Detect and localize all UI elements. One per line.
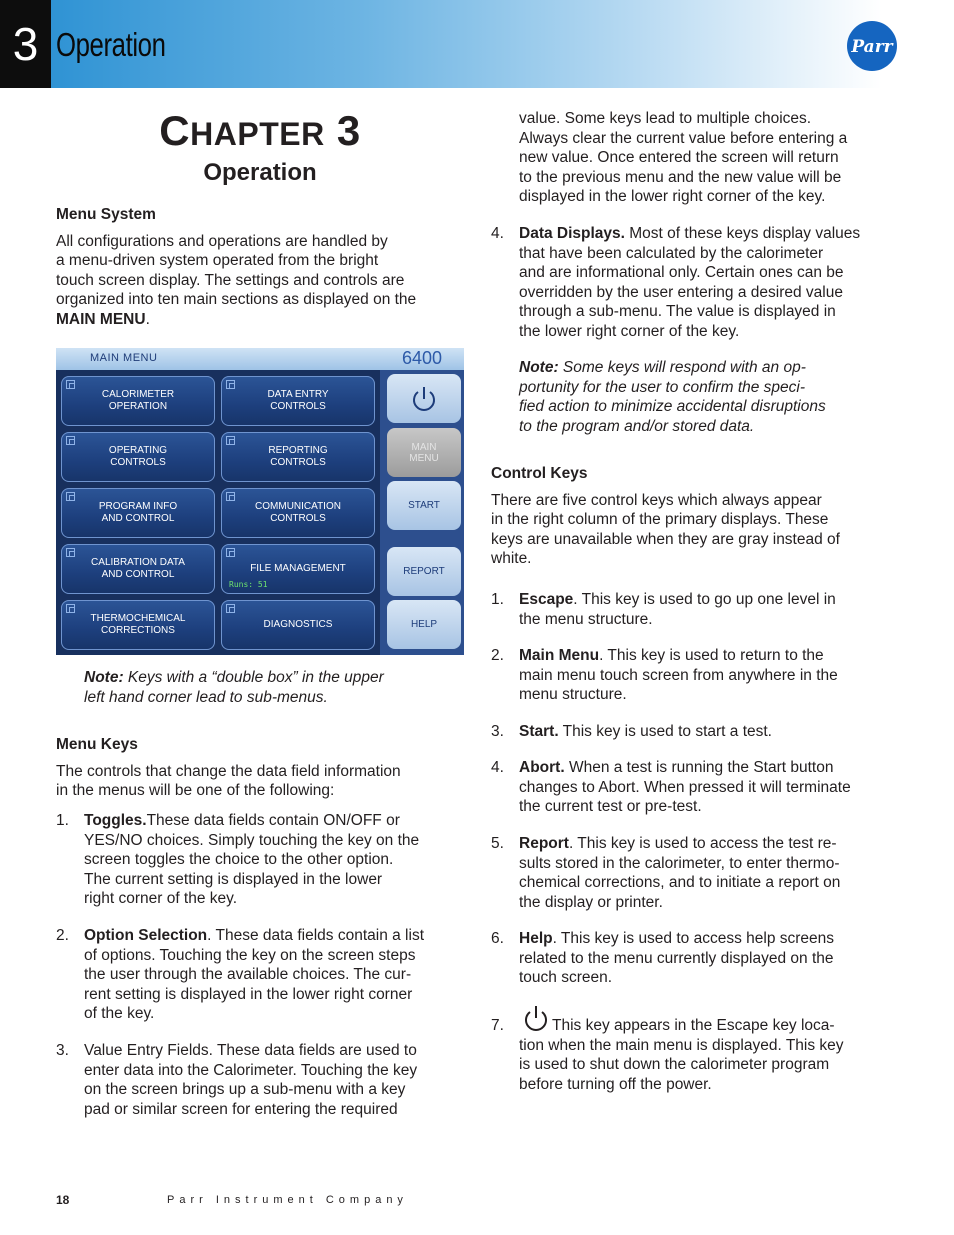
item-term: Escape [519, 591, 574, 608]
item-line: menu structure. [519, 686, 627, 704]
button-label: REPORTING CONTROLS [268, 445, 328, 468]
item-number: 6. [491, 930, 504, 947]
control-key-abort [491, 758, 911, 817]
item-line: Report. This key is used to access the test re- [519, 835, 837, 852]
menu-system-line: touch screen display. The settings and controls are [56, 271, 405, 289]
item-line: the lower right corner of the key. [519, 322, 740, 340]
double-box-icon [66, 548, 75, 557]
chapter-heading [0, 108, 520, 187]
menu-key-item-1 [56, 811, 466, 909]
item-line: YES/NO choices. Simply touching the key on the [84, 831, 420, 849]
power-icon [523, 1004, 549, 1032]
button-label: FILE MANAGEMENT [250, 563, 346, 574]
item-line: Start. This key is used to start a test. [519, 723, 772, 740]
thermochemical-corrections-button[interactable] [61, 600, 215, 650]
control-key-escape [491, 590, 911, 629]
chapter-title-number: 3 [336, 107, 361, 154]
menu-system-line: a menu-driven system operated from the bright [56, 252, 379, 270]
control-key-power [491, 1016, 911, 1094]
menu-key-item-4 [491, 224, 911, 342]
item-line: before turning off the power. [519, 1075, 712, 1093]
item-number: 4. [491, 759, 504, 776]
button-label: COMMUNICATION CONTROLS [255, 501, 341, 524]
screen-title-bar [56, 348, 464, 370]
item-line: and are informational only. Certain ones can be [519, 264, 844, 282]
item-term: Help [519, 930, 553, 947]
item-term: Data Displays. [519, 225, 625, 242]
diagnostics-button[interactable] [221, 600, 375, 650]
note-line [84, 668, 464, 688]
button-label: DIAGNOSTICS [263, 619, 333, 630]
confirm-note [519, 358, 909, 436]
note-line: to the program and/or stored data. [519, 417, 755, 435]
item-line: rent setting is displayed in the lower right corner [84, 985, 413, 1003]
control-key-start [491, 722, 911, 742]
menu-keys-intro: in the menus will be one of the following: [56, 782, 335, 800]
item-line: to the previous menu and the new value will be [519, 168, 842, 186]
item-line: Abort. When a test is running the Start button [519, 759, 834, 776]
button-label: THERMOCHEMICAL CORRECTIONS [90, 613, 186, 636]
item-term: Start. [519, 723, 559, 740]
control-keys-intro: white. [491, 550, 532, 568]
chapter-subtitle: Operation [203, 159, 317, 186]
item-line: The current setting is displayed in the lower [84, 870, 383, 888]
item-line: value. Some keys lead to multiple choices. [519, 110, 812, 127]
item-number: 2. [56, 927, 69, 944]
control-key-main-menu [491, 646, 911, 705]
menu-system-line: All configurations and operations are handled by [56, 232, 388, 250]
double-box-icon [66, 604, 75, 613]
item-line: new value. Once entered the screen will return [519, 149, 839, 167]
double-box-icon [226, 436, 235, 445]
menu-system-line: organized into ten main sections as displayed on the [56, 291, 417, 309]
calibration-data-button[interactable] [61, 544, 215, 594]
item-line: enter data into the Calorimeter. Touching the key [84, 1061, 418, 1079]
item-number: 4. [491, 225, 504, 242]
item-line: Toggles.These data fields contain ON/OFF or [84, 812, 400, 829]
operating-controls-button[interactable] [61, 432, 215, 482]
parr-logo-icon [846, 20, 898, 72]
double-box-icon [66, 436, 75, 445]
item-line: main menu touch screen from anywhere in the [519, 666, 838, 684]
item-line: of options. Touching the key on the screen steps [84, 946, 416, 964]
item-line: that have been calculated by the calorimeter [519, 244, 824, 262]
period: . [145, 310, 150, 328]
item-line: related to the menu currently displayed on the [519, 949, 834, 967]
item-line: right corner of the key. [84, 890, 238, 908]
menu-key-item-3 [56, 1041, 466, 1119]
item-line: Help. This key is used to access help screens [519, 930, 835, 947]
double-box-icon [226, 548, 235, 557]
chapter-number-box: 3 [0, 0, 51, 88]
item-line: Data Displays. Most of these keys display values [519, 225, 861, 242]
note-line: left hand corner lead to sub-menus. [84, 688, 328, 706]
item-line: on the screen brings up a sub-menu with a key [84, 1081, 406, 1099]
report-key[interactable]: REPORT [387, 547, 461, 596]
calorimeter-operation-button[interactable] [61, 376, 215, 426]
menu-key-item-2 [56, 926, 466, 1024]
item-number: 7. [491, 1017, 504, 1034]
chapter-title-rest: HAPTER [190, 116, 325, 152]
main-menu-key-label: MAIN MENU [409, 441, 439, 464]
note-line: portunity for the user to confirm the speci- [519, 378, 806, 396]
note-label: Note: [519, 359, 559, 376]
communication-controls-button[interactable] [221, 488, 375, 538]
parr-logo-text: Parr [851, 37, 893, 57]
control-keys-intro: keys are unavailable when they are gray instead of [491, 530, 840, 548]
item-term: Main Menu [519, 647, 600, 664]
data-entry-controls-button[interactable] [221, 376, 375, 426]
item-number: 3. [491, 723, 504, 740]
runs-counter: Runs: 51 [229, 580, 268, 589]
double-box-note [84, 668, 464, 707]
double-box-icon [66, 492, 75, 501]
item-line: This key appears in the Escape key loca- [552, 1017, 835, 1034]
item-line: chemical corrections, and to initiate a report on [519, 874, 841, 892]
item-number: 3. [56, 1042, 69, 1059]
menu-system-section [56, 205, 466, 330]
control-key-help [491, 929, 911, 988]
double-box-icon [226, 380, 235, 389]
chapter-title-initial: C [159, 107, 191, 154]
item-number: 2. [491, 647, 504, 664]
chapter-header [0, 0, 954, 88]
header-section-title: Operation [56, 26, 166, 63]
chapter-title [0, 108, 520, 157]
item-line: overridden by the user entering a desired value [519, 283, 843, 301]
start-key[interactable]: START [387, 481, 461, 530]
note-label: Note: [84, 669, 124, 686]
item-line: the current test or pre-test. [519, 798, 702, 816]
main-menu-key[interactable] [387, 428, 461, 477]
program-info-button[interactable] [61, 488, 215, 538]
control-keys-intro: There are five control keys which always appear [491, 491, 822, 509]
item-term: Toggles. [84, 812, 147, 829]
item-3-continuation [519, 109, 909, 207]
item-number: 5. [491, 835, 504, 852]
item-line: Always clear the current value before entering a [519, 129, 848, 147]
file-management-button[interactable] [221, 544, 375, 594]
item-term: Report [519, 835, 569, 852]
item-line: Option Selection. These data fields contain a list [84, 927, 424, 944]
double-box-icon [66, 380, 75, 389]
item-number: 1. [491, 591, 504, 608]
item-term: Option Selection [84, 927, 208, 944]
menu-keys-intro: The controls that change the data field information [56, 762, 401, 780]
note-text: Keys with a “double box” in the upper [123, 669, 384, 686]
item-line: tion when the main menu is displayed. This key [519, 1036, 844, 1054]
item-line: changes to Abort. When pressed it will terminate [519, 778, 851, 796]
reporting-controls-button[interactable] [221, 432, 375, 482]
item-line: is used to shut down the calorimeter program [519, 1056, 830, 1074]
item-line: pad or similar screen for entering the required [84, 1100, 398, 1118]
item-line: screen toggles the choice to the other option. [84, 851, 394, 869]
main-menu-screenshot [56, 348, 464, 655]
button-label: PROGRAM INFO AND CONTROL [98, 501, 178, 524]
item-line: touch screen. [519, 969, 613, 987]
footer-company: Parr Instrument Company [167, 1194, 408, 1206]
menu-system-heading: Menu System [56, 206, 156, 223]
note-line: Note: Some keys will respond with an op- [519, 359, 806, 376]
page-number: 18 [56, 1193, 70, 1207]
item-line: the user through the available choices. The cur- [84, 966, 412, 984]
main-menu-term: MAIN MENU [56, 310, 146, 328]
double-box-icon [226, 492, 235, 501]
screen-title: MAIN MENU [90, 352, 158, 364]
button-label: DATA ENTRY CONTROLS [267, 389, 329, 412]
menu-keys-section [56, 735, 466, 801]
item-line: displayed in the lower right corner of the key. [519, 188, 826, 206]
item-line: Value Entry Fields. These data fields are used to [84, 1042, 417, 1059]
button-label: CALORIMETER OPERATION [101, 389, 175, 412]
control-key-report [491, 834, 911, 912]
control-keys-heading: Control Keys [491, 465, 588, 482]
double-box-icon [226, 604, 235, 613]
item-line: the menu structure. [519, 610, 653, 628]
item-line: Main Menu. This key is used to return to the [519, 647, 824, 664]
header-gradient-band [51, 0, 954, 88]
control-keys-section [491, 464, 911, 569]
item-line: the display or printer. [519, 893, 663, 911]
help-key[interactable]: HELP [387, 600, 461, 649]
menu-system-line [56, 310, 466, 330]
control-keys-intro: in the right column of the primary displays. These [491, 511, 829, 529]
item-line: of the key. [84, 1005, 155, 1023]
screen-model-number: 6400 [401, 348, 442, 368]
button-label: OPERATING CONTROLS [108, 445, 168, 468]
power-icon [409, 383, 439, 415]
item-line: through a sub-menu. The value is displayed in [519, 303, 836, 321]
item-line: Escape. This key is used to go up one level in [519, 591, 836, 608]
menu-keys-heading: Menu Keys [56, 736, 138, 753]
item-term: Abort. [519, 759, 565, 776]
power-button[interactable] [387, 374, 461, 423]
item-number: 1. [56, 812, 69, 829]
button-label: CALIBRATION DATA AND CONTROL [91, 557, 185, 580]
item-line: sults stored in the calorimeter, to enter thermo- [519, 854, 840, 872]
note-line: fied action to minimize accidental disruptions [519, 398, 826, 416]
